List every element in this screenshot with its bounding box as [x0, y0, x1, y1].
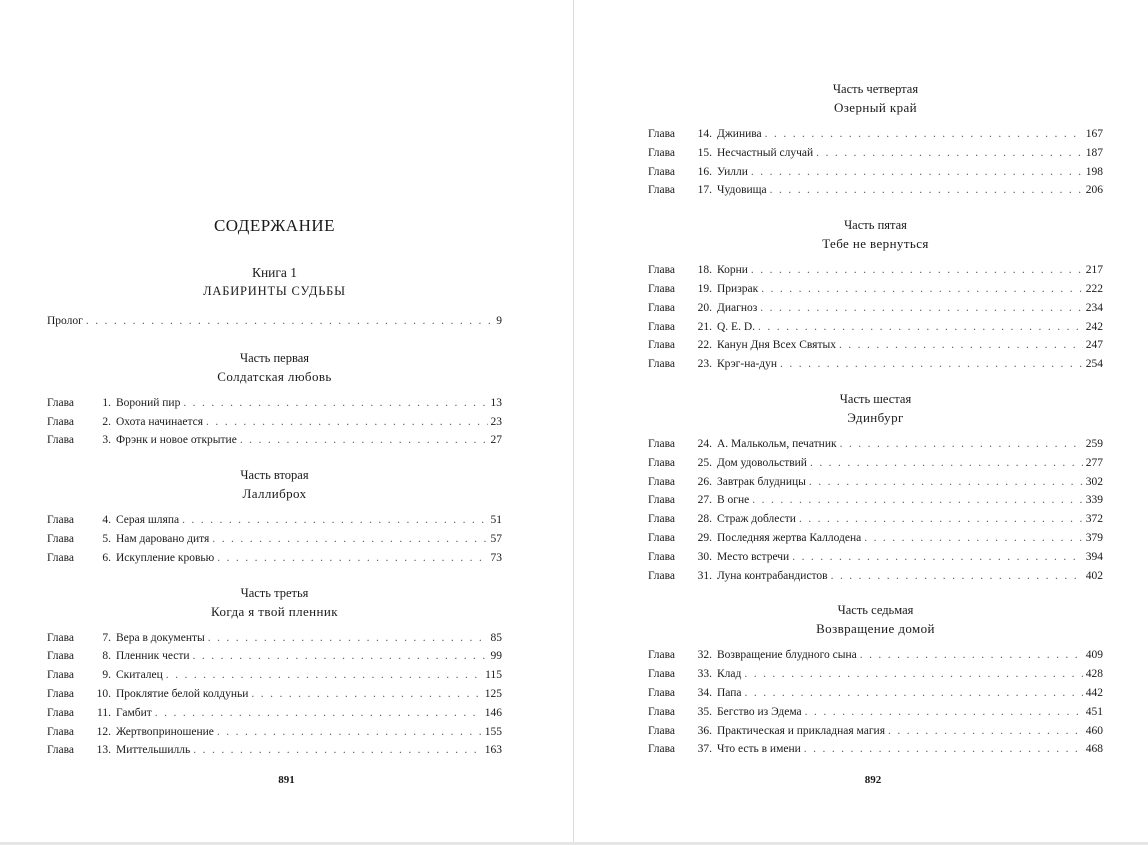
entry-prefix: Глава — [648, 569, 676, 582]
dot-leader — [86, 312, 493, 331]
entry-prefix: Глава — [648, 475, 676, 488]
entry-label — [648, 665, 741, 684]
entry-page-number: 234 — [1085, 301, 1103, 314]
toc-entry[interactable] — [648, 355, 1103, 374]
entry-prefix: Глава — [648, 437, 676, 450]
dot-leader — [193, 647, 488, 666]
entry-label — [47, 549, 214, 568]
toc-entry[interactable] — [47, 413, 502, 432]
toc-entry[interactable] — [648, 299, 1103, 318]
toc-entry[interactable] — [648, 336, 1103, 355]
entry-title: Q. E. D. — [717, 320, 756, 333]
entry-title: Канун Дня Всех Святых — [717, 339, 836, 352]
right-toc-column — [648, 80, 1103, 775]
dot-leader — [745, 684, 1083, 703]
part-heading: Часть пятая — [844, 218, 907, 233]
entry-prefix: Глава — [648, 264, 676, 277]
entry-prefix: Глава — [648, 649, 676, 662]
entry-prefix: Глава — [47, 744, 75, 757]
entry-label — [648, 261, 748, 280]
entry-title: Клад — [717, 668, 742, 681]
entry-title: А. Малькольм, печатник — [717, 437, 837, 450]
entry-title: Охота начинается — [116, 415, 204, 428]
entry-page-number: 57 — [490, 532, 502, 545]
toc-entry[interactable] — [47, 530, 502, 549]
entry-page-number: 259 — [1085, 437, 1103, 450]
entry-prefix: Глава — [47, 415, 75, 428]
right-page-folio: 892 — [864, 774, 882, 786]
entry-chapter-number: 17. — [697, 184, 712, 197]
entry-prefix: Глава — [648, 705, 676, 718]
entry-page-number: 27 — [490, 434, 502, 447]
left-parts-list — [47, 349, 502, 760]
entry-title: Завтрак блудницы — [717, 475, 806, 488]
entry-chapter-number: 16. — [697, 165, 712, 178]
toc-entry[interactable] — [648, 181, 1103, 200]
entry-page-number: 85 — [490, 631, 502, 644]
dot-leader — [217, 549, 487, 568]
dot-leader — [761, 280, 1083, 299]
entry-page-number: 23 — [490, 415, 502, 428]
entry-title: Практическая и прикладная магия — [717, 724, 885, 737]
dot-leader — [752, 491, 1082, 510]
toc-entry[interactable] — [648, 125, 1103, 144]
entry-page-number: 167 — [1085, 128, 1103, 140]
entry-page-number: 13 — [490, 396, 502, 409]
entry-page-number: 198 — [1085, 165, 1103, 178]
toc-entry[interactable] — [648, 548, 1103, 567]
entry-chapter-number: 24. — [697, 437, 712, 450]
entry-page-number: 402 — [1085, 569, 1103, 582]
entry-page-number: 51 — [490, 514, 502, 527]
entry-title: Диагноз — [717, 301, 758, 314]
entry-chapter-number: 22. — [697, 339, 712, 352]
entry-chapter-number: 26. — [697, 475, 712, 488]
entry-label — [648, 125, 762, 144]
toc-entry[interactable] — [648, 454, 1103, 473]
entry-label — [648, 740, 801, 759]
entry-prefix: Глава — [648, 165, 676, 178]
entry-title: Миттельшилль — [116, 744, 191, 757]
dot-leader — [166, 666, 482, 685]
entry-prefix: Глава — [47, 725, 75, 738]
entry-label — [648, 280, 758, 299]
dot-leader — [751, 163, 1083, 182]
entry-title: В огне — [717, 494, 750, 507]
chapter-list — [648, 646, 1103, 759]
part-heading: Часть вторая — [240, 468, 309, 483]
dot-leader — [864, 529, 1083, 548]
entry-prefix: Глава — [47, 650, 75, 663]
dot-leader — [193, 741, 481, 760]
entry-title: Скиталец — [116, 669, 163, 682]
entry-prefix: Глава — [648, 743, 676, 756]
toc-entry-prologue[interactable] — [47, 312, 502, 331]
entry-page-number: 468 — [1085, 743, 1103, 756]
entry-title: Дом удовольствий — [717, 456, 807, 469]
entry-title: Гамбит — [116, 706, 152, 719]
entry-chapter-number: 14. — [697, 128, 712, 140]
entry-chapter-number: 19. — [697, 282, 712, 295]
entry-chapter-number: 1. — [102, 396, 111, 409]
entry-title: Пролог — [47, 315, 83, 327]
entry-prefix: Глава — [648, 494, 676, 507]
entry-page-number: 428 — [1085, 668, 1103, 681]
entry-label — [47, 647, 190, 666]
dot-leader — [208, 629, 488, 648]
entry-label — [648, 454, 807, 473]
entry-title: Чудовища — [717, 184, 767, 197]
entry-label — [648, 299, 757, 318]
entry-page-number: 9 — [496, 315, 502, 327]
entry-title: Папа — [717, 686, 742, 699]
entry-title: Крэг-на-дун — [717, 358, 778, 371]
dot-leader — [839, 336, 1083, 355]
entry-page-number: 460 — [1085, 724, 1103, 737]
left-page — [0, 0, 573, 845]
dot-leader — [809, 473, 1083, 492]
entry-chapter-number: 32. — [697, 649, 712, 662]
entry-page-number: 409 — [1085, 649, 1103, 662]
entry-page-number: 73 — [490, 551, 502, 564]
entry-label — [47, 413, 203, 432]
toc-entry[interactable] — [648, 665, 1103, 684]
entry-title: Корни — [717, 264, 748, 277]
entry-page-number: 187 — [1085, 146, 1103, 159]
toc-entry[interactable] — [47, 741, 502, 760]
entry-label — [648, 722, 885, 741]
chapter-list — [47, 394, 502, 450]
chapter-list — [648, 125, 1103, 200]
entry-title: Вера в документы — [116, 631, 205, 644]
chapter-list — [47, 511, 502, 567]
entry-chapter-number: 9. — [102, 669, 111, 682]
entry-prefix: Глава — [47, 687, 75, 700]
entry-page-number: 222 — [1085, 282, 1103, 295]
entry-prefix: Глава — [648, 339, 676, 352]
entry-chapter-number: 34. — [697, 686, 712, 699]
book-heading: Книга 1 — [251, 265, 298, 280]
entry-label — [648, 473, 806, 492]
entry-prefix: Глава — [648, 550, 676, 563]
toc-title: СОДЕРЖАНИЕ — [213, 216, 336, 235]
part-heading: Часть седьмая — [837, 603, 914, 618]
toc-entry[interactable] — [47, 394, 502, 413]
entry-chapter-number: 23. — [697, 358, 712, 371]
toc-entry[interactable] — [648, 280, 1103, 299]
chapter-list — [648, 435, 1103, 585]
entry-chapter-number: 2. — [102, 415, 111, 428]
entry-title: Уилли — [717, 165, 748, 178]
entry-chapter-number: 21. — [697, 320, 712, 333]
entry-prefix: Глава — [47, 396, 75, 409]
entry-page-number: 394 — [1085, 550, 1103, 563]
toc-entry[interactable] — [648, 491, 1103, 510]
entry-label — [47, 394, 180, 413]
toc-entry[interactable] — [47, 511, 502, 530]
entry-label — [648, 336, 836, 355]
entry-prefix: Глава — [648, 724, 676, 737]
entry-title: Бегство из Эдема — [717, 705, 802, 718]
entry-label — [648, 529, 861, 548]
toc-entry[interactable] — [648, 473, 1103, 492]
entry-prefix: Глава — [648, 513, 676, 526]
entry-chapter-number: 31. — [697, 569, 712, 582]
dot-leader — [816, 144, 1083, 163]
entry-page-number: 254 — [1085, 358, 1103, 371]
entry-prefix: Глава — [648, 184, 676, 197]
dot-leader — [792, 548, 1083, 567]
entry-label — [47, 511, 179, 530]
entry-label — [47, 704, 152, 723]
dot-leader — [831, 567, 1083, 586]
entry-prefix: Глава — [648, 146, 676, 159]
dot-leader — [212, 530, 487, 549]
entry-chapter-number: 8. — [102, 650, 111, 663]
entry-chapter-number: 25. — [697, 456, 712, 469]
entry-title: Что есть в имени — [717, 743, 801, 756]
entry-page-number: 302 — [1085, 475, 1103, 488]
entry-label — [47, 685, 248, 704]
entry-chapter-number: 28. — [697, 513, 712, 526]
entry-label — [648, 548, 789, 567]
book-title: ЛАБИРИНТЫ СУДЬБЫ — [203, 284, 346, 298]
entry-label — [648, 355, 777, 374]
dot-leader — [758, 318, 1083, 337]
entry-page-number: 372 — [1085, 513, 1103, 526]
entry-chapter-number: 13. — [96, 744, 111, 757]
entry-chapter-number: 33. — [697, 668, 712, 681]
entry-prefix: Глава — [648, 128, 676, 140]
toc-entry[interactable] — [648, 646, 1103, 665]
dot-leader — [183, 394, 487, 413]
entry-chapter-number: 11. — [97, 706, 111, 719]
toc-entry[interactable] — [648, 318, 1103, 337]
entry-prefix: Глава — [47, 706, 75, 719]
entry-chapter-number: 6. — [102, 551, 111, 564]
entry-prefix: Глава — [648, 686, 676, 699]
entry-label — [648, 567, 828, 586]
entry-chapter-number: 3. — [102, 434, 111, 447]
dot-leader — [888, 722, 1083, 741]
toc-entry[interactable] — [47, 666, 502, 685]
dot-leader — [240, 431, 488, 450]
entry-prefix: Глава — [648, 668, 676, 681]
entry-prefix: Глава — [47, 514, 75, 527]
entry-chapter-number: 35. — [697, 705, 712, 718]
entry-page-number: 379 — [1085, 531, 1103, 544]
left-toc-column — [47, 215, 502, 776]
entry-label — [648, 510, 796, 529]
dot-leader — [206, 413, 487, 432]
entry-page-number: 247 — [1085, 339, 1103, 352]
dot-leader — [805, 703, 1083, 722]
part-heading: Часть четвертая — [832, 82, 919, 96]
entry-label — [648, 163, 748, 182]
entry-title: Луна контрабандистов — [717, 569, 828, 582]
toc-entry[interactable] — [648, 703, 1103, 722]
dot-leader — [799, 510, 1083, 529]
toc-entry[interactable] — [47, 704, 502, 723]
entry-page-number: 277 — [1085, 456, 1103, 469]
dot-leader — [840, 435, 1083, 454]
entry-prefix: Глава — [47, 551, 75, 564]
entry-title: Место встречи — [717, 550, 790, 563]
part-title: Эдинбург — [847, 409, 904, 425]
dot-leader — [751, 261, 1083, 280]
part-title: Озерный край — [833, 100, 918, 115]
chapter-list — [648, 261, 1103, 374]
dot-leader — [804, 740, 1083, 759]
part-title: Когда я твой пленник — [211, 603, 338, 619]
entry-page-number: 99 — [490, 650, 502, 663]
entry-page-number: 217 — [1085, 264, 1103, 277]
entry-prefix: Глава — [648, 320, 676, 333]
entry-page-number: 451 — [1085, 705, 1103, 718]
right-parts-list — [648, 80, 1103, 759]
entry-label — [648, 491, 749, 510]
entry-prefix: Глава — [47, 532, 75, 545]
entry-title: Фрэнк и новое открытие — [116, 434, 237, 447]
toc-entry[interactable] — [648, 510, 1103, 529]
toc-entry[interactable] — [47, 549, 502, 568]
entry-page-number: 125 — [484, 687, 502, 700]
entry-prefix: Глава — [648, 531, 676, 544]
entry-chapter-number: 15. — [697, 146, 712, 159]
entry-chapter-number: 10. — [96, 687, 111, 700]
dot-leader — [810, 454, 1083, 473]
entry-chapter-number: 30. — [697, 550, 712, 563]
entry-title: Вороний пир — [116, 396, 181, 409]
part-title: Солдатская любовь — [217, 368, 332, 384]
entry-prefix: Глава — [648, 456, 676, 469]
toc-entry[interactable] — [47, 629, 502, 648]
part-heading: Часть шестая — [839, 391, 912, 406]
right-page — [574, 0, 1148, 845]
entry-label — [47, 723, 214, 742]
entry-chapter-number: 12. — [96, 725, 111, 738]
entry-title: Страж доблести — [717, 513, 796, 526]
entry-title: Нам даровано дитя — [116, 532, 210, 545]
entry-title: Призрак — [717, 282, 759, 295]
toc-entry[interactable] — [648, 567, 1103, 586]
toc-entry[interactable] — [648, 163, 1103, 182]
entry-page-number: 442 — [1085, 686, 1103, 699]
chapter-list — [47, 629, 502, 761]
entry-prefix: Глава — [47, 631, 75, 644]
entry-title: Несчастный случай — [717, 146, 814, 159]
entry-prefix: Глава — [648, 282, 676, 295]
entry-label — [47, 629, 205, 648]
entry-prefix: Глава — [47, 669, 75, 682]
entry-label — [47, 666, 163, 685]
entry-label — [648, 318, 755, 337]
dot-leader — [760, 299, 1082, 318]
dot-leader — [155, 704, 482, 723]
entry-title: Искупление кровью — [116, 551, 215, 564]
entry-label — [648, 144, 813, 163]
entry-label — [47, 741, 190, 760]
part-heading: Часть первая — [239, 350, 310, 365]
entry-label — [648, 181, 767, 200]
dot-leader — [765, 125, 1083, 144]
entry-chapter-number: 5. — [102, 532, 111, 545]
toc-entry[interactable] — [648, 684, 1103, 703]
entry-title: Жертвоприношение — [116, 725, 214, 738]
toc-entry[interactable] — [648, 740, 1103, 759]
left-page-folio: 891 — [278, 774, 295, 786]
entry-chapter-number: 7. — [102, 631, 111, 644]
part-heading: Часть третья — [240, 585, 309, 600]
part-title: Тебе не вернуться — [822, 236, 929, 252]
entry-title: Джинива — [717, 128, 762, 140]
toc-entry[interactable] — [648, 722, 1103, 741]
entry-chapter-number: 37. — [697, 743, 712, 756]
entry-label — [648, 703, 802, 722]
entry-chapter-number: 20. — [697, 301, 712, 314]
dot-leader — [770, 181, 1083, 200]
toc-entry[interactable] — [648, 261, 1103, 280]
entry-chapter-number: 18. — [697, 264, 712, 277]
entry-page-number: 206 — [1085, 184, 1103, 197]
toc-entry[interactable] — [648, 435, 1103, 454]
dot-leader — [217, 723, 482, 742]
toc-entry[interactable] — [648, 144, 1103, 163]
toc-entry[interactable] — [648, 529, 1103, 548]
entry-page-number: 115 — [485, 669, 502, 682]
part-title: Возвращение домой — [816, 621, 935, 637]
entry-chapter-number: 36. — [697, 724, 712, 737]
entry-label — [648, 684, 742, 703]
dot-leader — [860, 646, 1083, 665]
entry-label — [47, 312, 83, 331]
entry-prefix: Глава — [648, 301, 676, 314]
entry-title: Последняя жертва Каллодена — [717, 531, 862, 544]
entry-title: Серая шляпа — [116, 514, 180, 527]
dot-leader — [744, 665, 1082, 684]
entry-label — [648, 646, 857, 665]
toc-entry[interactable] — [47, 647, 502, 666]
entry-chapter-number: 4. — [102, 514, 111, 527]
entry-chapter-number: 29. — [697, 531, 712, 544]
dot-leader — [780, 355, 1083, 374]
entry-page-number: 155 — [484, 725, 502, 738]
entry-page-number: 242 — [1085, 320, 1103, 333]
entry-prefix: Глава — [47, 434, 75, 447]
entry-page-number: 146 — [484, 706, 502, 719]
toc-entry[interactable] — [47, 723, 502, 742]
entry-title: Возвращение блудного сына — [717, 649, 857, 662]
part-title: Лаллиброх — [242, 486, 307, 502]
entry-title: Проклятие белой колдуньи — [116, 687, 249, 700]
entry-label — [47, 530, 209, 549]
toc-entry[interactable] — [47, 431, 502, 450]
entry-title: Пленник чести — [116, 650, 190, 663]
entry-label — [648, 435, 837, 454]
entry-label — [47, 431, 237, 450]
entry-prefix: Глава — [648, 358, 676, 371]
toc-entry[interactable] — [47, 685, 502, 704]
entry-page-number: 163 — [484, 744, 502, 757]
dot-leader — [182, 511, 487, 530]
entry-chapter-number: 27. — [697, 494, 712, 507]
entry-page-number: 339 — [1085, 494, 1103, 507]
dot-leader — [251, 685, 481, 704]
